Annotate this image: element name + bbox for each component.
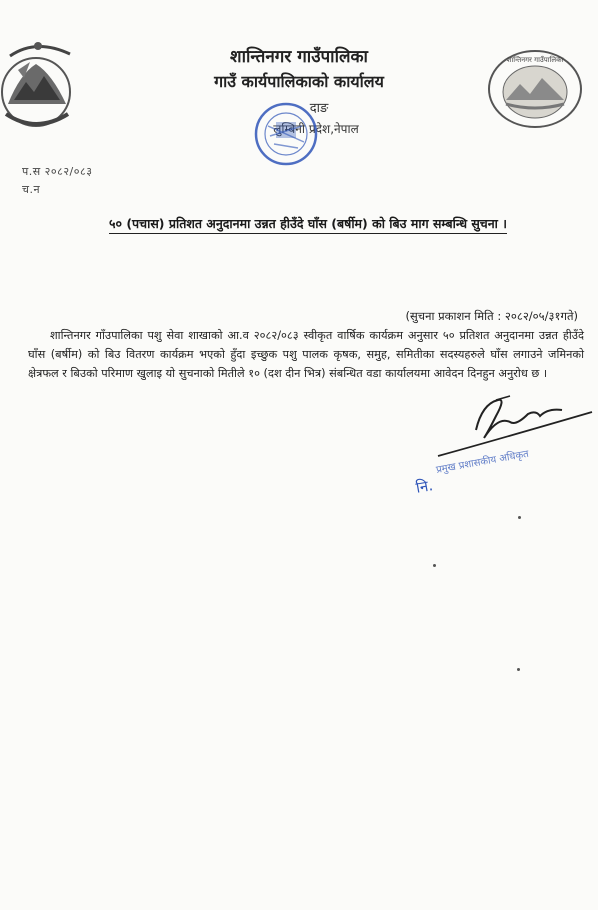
- municipality-round-stamp: [486, 48, 584, 130]
- signatory-title-stamp: प्रमुख प्रशासकीय अधिकृत: [435, 448, 530, 476]
- paper-speck: [517, 668, 520, 671]
- province-name: लुम्बिनी प्रदेश,नेपाल: [273, 122, 359, 136]
- office-seal-stamp: [246, 96, 324, 174]
- publication-date: (सुचना प्रकाशन मिति : २०८२/०५/३१गते): [405, 309, 578, 323]
- notice-subject: ५० (पचास) प्रतिशत अनुदानमा उन्नत हीउँदे घाँस (बर्षीम) को बिउ माग सम्बन्धि सुचना ।: [109, 216, 507, 234]
- paper-speck: [518, 516, 521, 519]
- municipality-name: शान्तिनगर गाउँपालिका: [230, 47, 368, 67]
- office-name: गाउँ कार्यपालिकाको कार्यालय: [214, 72, 384, 91]
- stamp-right-text: शान्तिनगर गाउँपालिका: [506, 56, 564, 64]
- chalani-number: च.न: [22, 183, 41, 196]
- patra-sankhya: प.स २०८२/०८३: [22, 165, 93, 178]
- district-name: दाङ: [309, 101, 329, 116]
- paper-speck: [433, 564, 436, 567]
- notice-body: शान्तिनगर गाँउपालिका पशु सेवा शाखाको आ.व २०८२/०८३ स्वीकृत वार्षिक कार्यक्रम अनुसार ५० प्रतिशत अनुदानमा उन्नत हीउँदे घाँस (बर्षीम) को बिउ वितरण कार्यक्रम भएको हुँदा इच्छुक पशु पालक कृषक, समुह, समितीका सदस्यहरुले घाँस लगाउने जमिनको क्षेत्रफल र बिउको परिमाण खुलाइ यो सुचनाको मितीले १० (दश दीन भित्र) संबन्धित वडा कार्यालयमा आवेदन दिनहुन अनुरोध छ ।: [28, 329, 584, 380]
- signature-prefix: नि.: [414, 476, 435, 497]
